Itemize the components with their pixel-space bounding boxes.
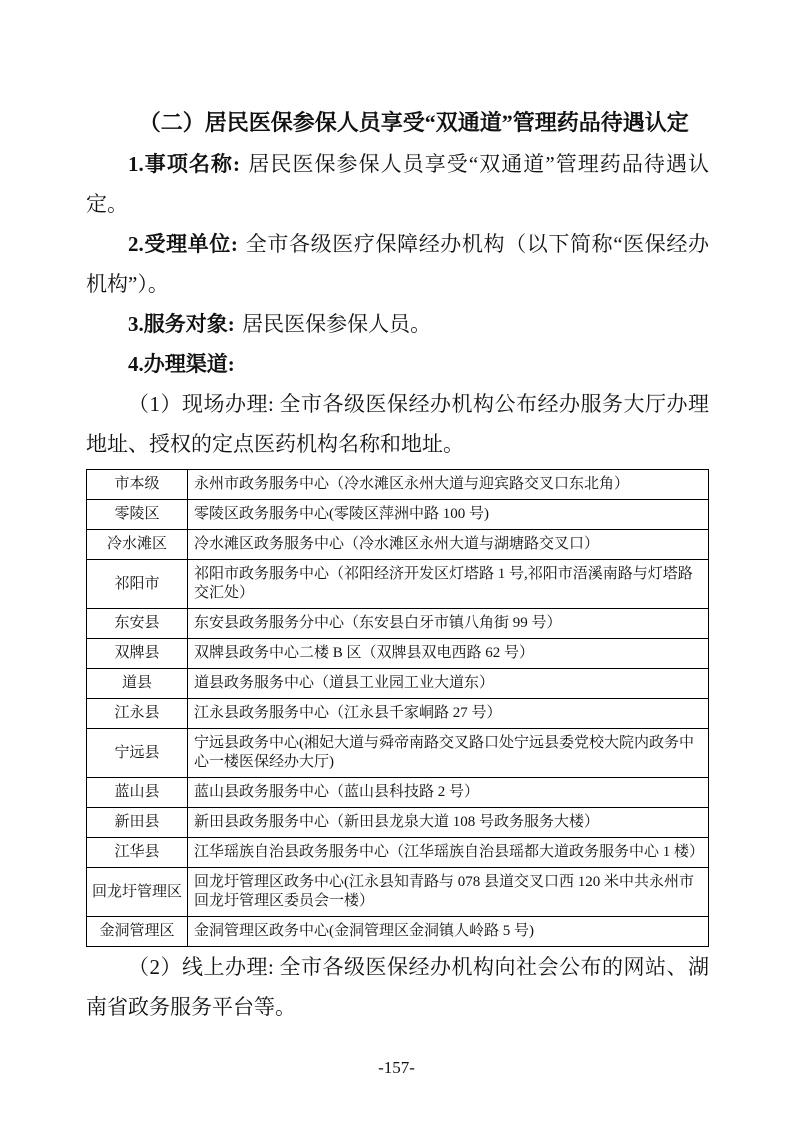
table-row — [87, 868, 709, 917]
office-table-body — [87, 470, 709, 947]
table-row — [87, 639, 709, 669]
address-cell: 回龙圩管理区政务中心(江永县知青路与 078 县道交叉口西 120 米中共永州市回龙圩管理区委员会一楼） — [188, 868, 709, 917]
table-row — [87, 500, 709, 530]
page-number: -157- — [378, 1058, 415, 1077]
address-cell: 宁远县政务中心(湘妃大道与舜帝南路交叉路口处宁远县委党校大院内政务中心一楼医保经办大厅) — [188, 729, 709, 778]
table-row — [87, 778, 709, 808]
address-cell: 蓝山县政务服务中心（蓝山县科技路 2 号） — [188, 778, 709, 808]
table-row — [87, 470, 709, 500]
service-locations-table — [86, 469, 709, 947]
address-cell: 江华瑶族自治县政务服务中心（江华瑶族自治县瑶都大道政务服务中心 1 楼） — [188, 838, 709, 868]
table-row — [87, 699, 709, 729]
region-cell: 金洞管理区 — [87, 917, 188, 947]
table-row — [87, 808, 709, 838]
paragraph-online-channel: （2）线上办理: 全市各级医保经办机构向社会公布的网站、湖南省政务服务平台等。 — [86, 955, 709, 1019]
service-target-text: 居民医保参保人员。 — [242, 312, 432, 336]
region-cell: 蓝山县 — [87, 778, 188, 808]
item-name-text: 居民医保参保人员享受“双通道”管理药品待遇认定。 — [86, 152, 709, 216]
paragraph-handling-channels — [86, 344, 709, 384]
section-heading: （二）居民医保参保人员享受“双通道”管理药品待遇认定 — [138, 110, 689, 135]
table-row — [87, 917, 709, 947]
paragraph-item-name — [86, 144, 709, 224]
address-cell: 零陵区政务服务中心(零陵区萍洲中路 100 号) — [188, 500, 709, 530]
paragraph-onsite-channel: （1）现场办理: 全市各级医保经办机构公布经办服务大厅办理地址、授权的定点医药机构名称和地址。 — [86, 392, 709, 456]
accepting-unit-label: 2.受理单位: — [128, 232, 238, 256]
paragraph-service-target — [86, 304, 709, 344]
region-cell: 江华县 — [87, 838, 188, 868]
address-cell: 冷水滩区政务服务中心（冷水滩区永州大道与湖塘路交叉口） — [188, 530, 709, 560]
region-cell: 双牌县 — [87, 639, 188, 669]
accepting-unit-text: 全市各级医疗保障经办机构（以下简称“医保经办机构”）。 — [86, 232, 709, 296]
address-cell: 金洞管理区政务中心(金洞管理区金洞镇人岭路 5 号) — [188, 917, 709, 947]
paragraph-accepting-unit — [86, 224, 709, 304]
region-cell: 冷水滩区 — [87, 530, 188, 560]
region-cell: 江永县 — [87, 699, 188, 729]
region-cell: 道县 — [87, 669, 188, 699]
table-row — [87, 609, 709, 639]
region-cell: 祁阳市 — [87, 560, 188, 609]
service-target-label: 3.服务对象: — [128, 312, 235, 336]
table-row — [87, 669, 709, 699]
table-row — [87, 530, 709, 560]
region-cell: 东安县 — [87, 609, 188, 639]
item-name-label: 1.事项名称: — [128, 152, 240, 176]
address-cell: 江永县政务服务中心（江永县千家峒路 27 号） — [188, 699, 709, 729]
address-cell: 祁阳市政务服务中心（祁阳经济开发区灯塔路 1 号,祁阳市浯溪南路与灯塔路交汇处） — [188, 560, 709, 609]
table-row — [87, 560, 709, 609]
address-cell: 双牌县政务中心二楼 B 区（双牌县双电西路 62 号） — [188, 639, 709, 669]
address-cell: 新田县政务服务中心（新田县龙泉大道 108 号政务服务大楼） — [188, 808, 709, 838]
table-row — [87, 838, 709, 868]
address-cell: 道县政务服务中心（道县工业园工业大道东） — [188, 669, 709, 699]
region-cell: 市本级 — [87, 470, 188, 500]
table-row — [87, 729, 709, 778]
address-cell: 永州市政务服务中心（冷水滩区永州大道与迎宾路交叉口东北角） — [188, 470, 709, 500]
address-cell: 东安县政务服务分中心（东安县白牙市镇八角街 99 号） — [188, 609, 709, 639]
region-cell: 回龙圩管理区 — [87, 868, 188, 917]
region-cell: 零陵区 — [87, 500, 188, 530]
handling-channels-label: 4.办理渠道: — [128, 352, 235, 376]
region-cell: 新田县 — [87, 808, 188, 838]
region-cell: 宁远县 — [87, 729, 188, 778]
